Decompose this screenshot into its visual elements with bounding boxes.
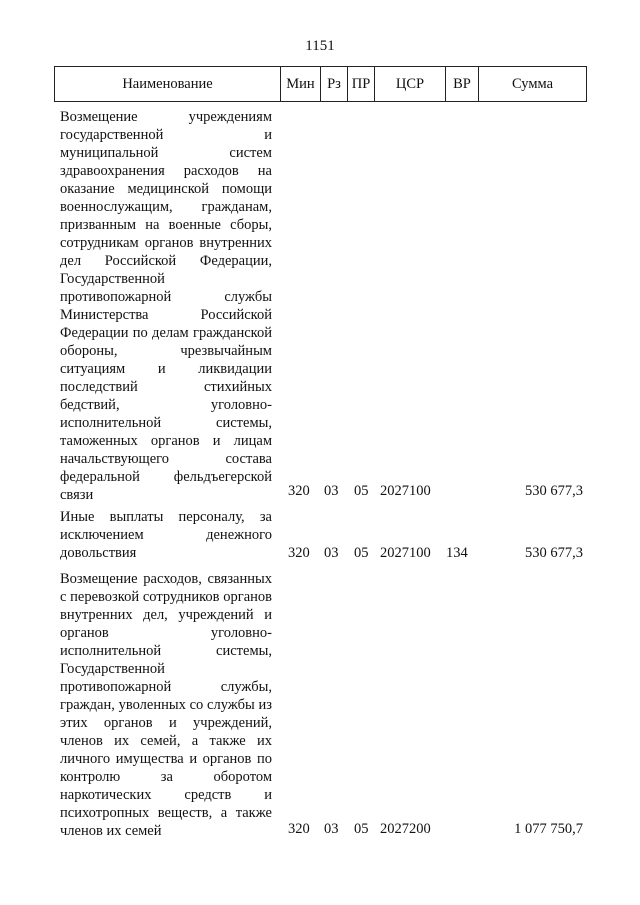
header-csr: ЦСР [375,67,446,102]
row-vr: 134 [446,545,468,561]
row-csr: 2027100 [380,545,431,561]
row-sum: 530 677,3 [525,545,583,561]
row-pr: 05 [354,545,369,561]
row-rz: 03 [324,483,339,499]
header-sum: Сумма [479,67,587,102]
header-rz: Рз [321,67,348,102]
row-min: 320 [288,821,310,837]
row-min: 320 [288,545,310,561]
row-pr: 05 [354,483,369,499]
table-row-name: Иные выплаты персоналу, за исключением денежного довольствия [60,509,272,561]
header-vr: ВР [446,67,479,102]
table-row-name: Возмещение расходов, связанных с перевозкой сотрудников органов внутренних дел, учреждений и органов уголовно-исполнительной системы, Государственной противопожарной службы, граждан, уволенных со службы из этих органов и учреждений, членов их семей, а также их личного имущества и органов по контролю за оборотом наркотических средств и психотропных веществ, а также членов их семей [60,571,272,839]
header-pr: ПР [348,67,375,102]
table-header [54,66,587,102]
row-min: 320 [288,483,310,499]
row-rz: 03 [324,821,339,837]
header-min: Мин [281,67,321,102]
row-csr: 2027200 [380,821,431,837]
header-name: Наименование [55,67,281,102]
row-sum: 530 677,3 [525,483,583,499]
table-row-name: Возмещение учреждениям государственной и муниципальной систем здравоохранения расходов на оказание медицинской помощи военнослужащим, гражданам, призванным на военные сборы, сотрудникам органов внутренних дел Российской Федерации, Государственной противопожарной службы Министерства Российской Федерации по делам гражданской обороны, чрезвычайным ситуациям и ликвидации последствий стихийных бедствий, уголовно-исполнительной системы, таможенных органов и лицам начальствующего состава федеральной фельдъегерской связи [60,109,272,503]
page-number: 1151 [305,38,335,54]
row-pr: 05 [354,821,369,837]
row-csr: 2027100 [380,483,431,499]
row-sum: 1 077 750,7 [514,821,583,837]
row-rz: 03 [324,545,339,561]
